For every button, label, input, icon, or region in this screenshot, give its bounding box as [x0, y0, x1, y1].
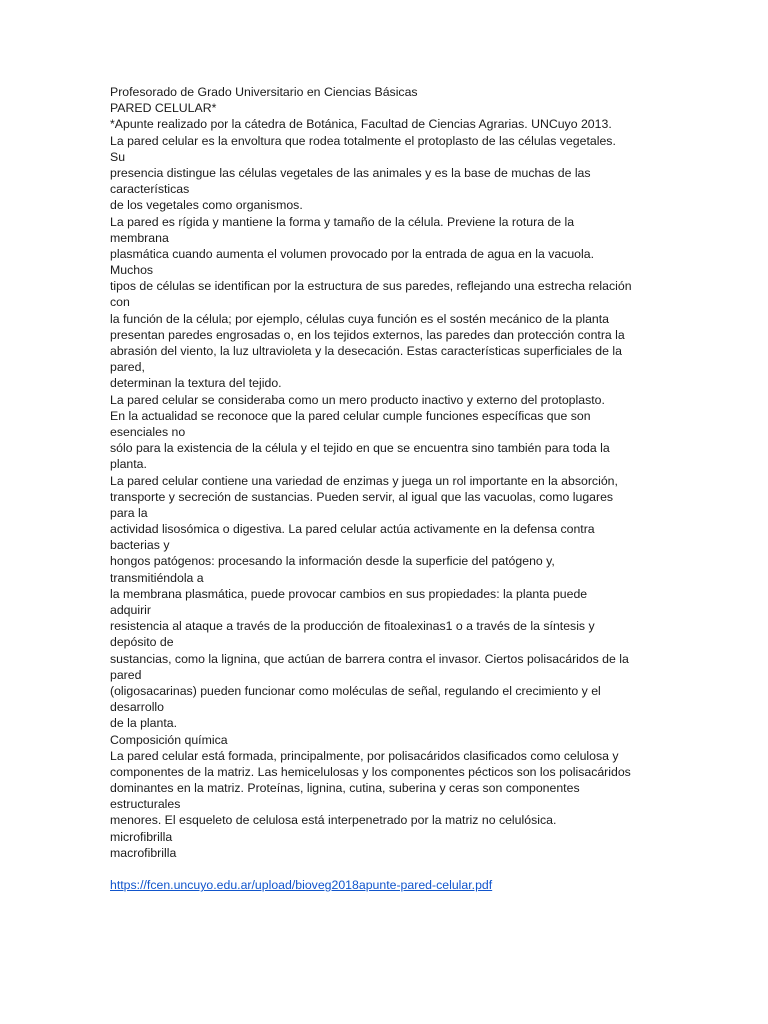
document-line: La pared celular es la envoltura que rodea totalmente el protoplasto de las células vegetales.	[110, 133, 616, 148]
document-line: hongos patógenos: procesando la información desde la superficie del patógeno y,	[110, 554, 555, 569]
document-line: presentan paredes engrosadas o, en los tejidos externos, las paredes dan protección contra la	[110, 327, 625, 342]
document-line: para la	[110, 505, 148, 520]
document-text	[110, 84, 670, 893]
document-line: plasmática cuando aumenta el volumen provocado por la entrada de agua en la vacuola.	[110, 246, 594, 261]
document-line: La pared celular contiene una variedad de enzimas y juega un rol importante en la absorción,	[110, 473, 618, 488]
document-line: transporte y secreción de sustancias. Pueden servir, al igual que las vacuolas, como lugares	[110, 489, 614, 504]
document-line: depósito de	[110, 635, 174, 650]
document-line: características	[110, 182, 190, 197]
document-line: menores. El esqueleto de celulosa está interpenetrado por la matriz no celulósica.	[110, 813, 557, 828]
document-line: PARED CELULAR*	[110, 101, 217, 116]
document-line: En la actualidad se reconoce que la pared celular cumple funciones específicas que son	[110, 408, 591, 423]
document-line: transmitiéndola a	[110, 570, 204, 585]
document-line: resistencia al ataque a través de la producción de fitoalexinas1 o a través de la síntesis y	[110, 619, 595, 634]
document-line: componentes de la matriz. Las hemicelulosas y los componentes pécticos son los polisacáridos	[110, 764, 631, 779]
blank-line	[110, 861, 670, 877]
document-line: pared	[110, 667, 142, 682]
document-line: de la planta.	[110, 716, 178, 731]
document-line: estructurales	[110, 797, 181, 812]
document-line: esenciales no	[110, 424, 186, 439]
document-line: tipos de células se identifican por la estructura de sus paredes, reflejando una estrecha relación	[110, 279, 632, 294]
source-link[interactable]: https://fcen.uncuyo.edu.ar/upload/bioveg2018apunte-pared-celular.pdf	[110, 878, 493, 893]
document-line: La pared celular se consideraba como un mero producto inactivo y externo del protoplasto.	[110, 392, 605, 407]
document-line: macrofibrilla	[110, 845, 177, 860]
document-line: de los vegetales como organismos.	[110, 198, 303, 213]
document-line: dominantes en la matriz. Proteínas, lignina, cutina, suberina y ceras son componentes	[110, 781, 580, 796]
section-heading: Composición química	[110, 732, 228, 747]
document-line: microfibrilla	[110, 829, 173, 844]
document-line: sólo para la existencia de la célula y el tejido en que se encuentra sino también para toda la	[110, 441, 610, 456]
document-line: la membrana plasmática, puede provocar cambios en sus propiedades: la planta puede	[110, 586, 588, 601]
document-line: membrana	[110, 230, 169, 245]
document-line: adquirir	[110, 603, 152, 617]
document-line: actividad lisosómica o digestiva. La pared celular actúa activamente en la defensa contra	[110, 522, 595, 537]
document-line: Su	[110, 149, 126, 164]
source-link-line	[110, 877, 670, 893]
document-line: pared,	[110, 360, 145, 375]
document-line: sustancias, como la lignina, que actúan de barrera contra el invasor. Ciertos polisacáridos de la	[110, 651, 629, 666]
document-line: la función de la célula; por ejemplo, células cuya función es el sostén mecánico de la planta	[110, 311, 610, 326]
document-line: planta.	[110, 457, 147, 472]
document-line: bacterias y	[110, 538, 170, 553]
document-line: desarrollo	[110, 700, 164, 715]
document-line: abrasión del viento, la luz ultravioleta y la desecación. Estas características superficiales de la	[110, 344, 622, 358]
document-line: Profesorado de Grado Universitario en Ciencias Básicas	[110, 85, 418, 99]
document-line: determinan la textura del tejido.	[110, 376, 282, 391]
document-line: con	[110, 295, 130, 310]
document-line: La pared celular está formada, principalmente, por polisacáridos clasificados como celulosa y	[110, 748, 619, 763]
document-line: Muchos	[110, 263, 154, 278]
document-line: La pared es rígida y mantiene la forma y tamaño de la célula. Previene la rotura de la	[110, 214, 575, 229]
document-line: *Apunte realizado por la cátedra de Botánica, Facultad de Ciencias Agrarias. UNCuyo 2013.	[110, 117, 612, 132]
document-line: (oligosacarinas) pueden funcionar como moléculas de señal, regulando el crecimiento y el	[110, 683, 601, 698]
document-line: presencia distingue las células vegetales de las animales y es la base de muchas de las	[110, 165, 591, 180]
